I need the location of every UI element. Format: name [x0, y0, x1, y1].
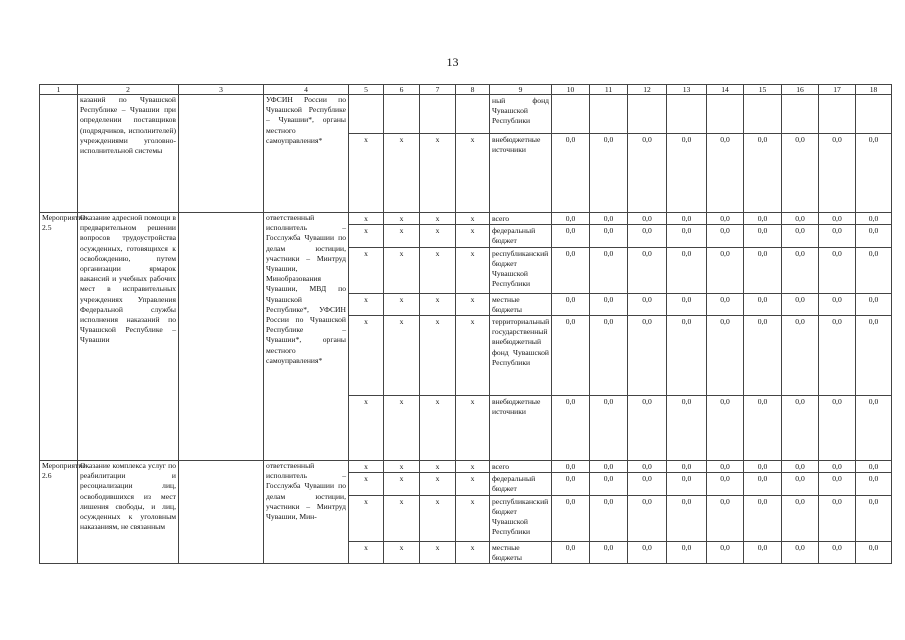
value-cell: 0,0	[628, 495, 667, 541]
value-cell: 0,0	[744, 213, 782, 225]
measure-description-cell: Оказание адресной помощи в предварительном решении вопросов трудоустройства осужденных, готовящихся к освобождению, путем организации ярмарок вакансий и учебных рабочих мест в исправительных учреждениях Управления Федеральной службы исполнения наказаний по Чувашской Республике – Чувашии	[78, 213, 179, 461]
value-cell: 0,0	[667, 495, 707, 541]
code-cell: x	[420, 225, 456, 247]
value-cell	[590, 95, 628, 134]
value-cell: 0,0	[782, 396, 819, 461]
value-cell: 0,0	[707, 461, 744, 473]
header-cell: 15	[744, 85, 782, 95]
value-cell: 0,0	[667, 316, 707, 396]
code-cell: x	[456, 396, 490, 461]
empty-cell	[179, 461, 264, 564]
value-cell: 0,0	[856, 495, 892, 541]
value-cell: 0,0	[856, 213, 892, 225]
code-cell: x	[349, 461, 384, 473]
value-cell: 0,0	[552, 247, 590, 293]
value-cell: 0,0	[628, 316, 667, 396]
value-cell: 0,0	[552, 225, 590, 247]
value-cell: 0,0	[628, 396, 667, 461]
code-cell: x	[456, 225, 490, 247]
value-cell	[552, 95, 590, 134]
code-cell: x	[349, 541, 384, 563]
value-cell: 0,0	[782, 473, 819, 495]
code-cell: x	[420, 473, 456, 495]
code-cell	[349, 95, 384, 134]
value-cell: 0,0	[819, 473, 856, 495]
code-cell: x	[456, 473, 490, 495]
value-cell	[628, 95, 667, 134]
header-cell: 8	[456, 85, 490, 95]
empty-cell	[179, 213, 264, 461]
code-cell: x	[420, 316, 456, 396]
value-cell: 0,0	[744, 495, 782, 541]
value-cell: 0,0	[590, 225, 628, 247]
code-cell: x	[384, 473, 420, 495]
value-cell: 0,0	[782, 213, 819, 225]
code-cell: x	[420, 461, 456, 473]
value-cell: 0,0	[667, 473, 707, 495]
value-cell	[819, 95, 856, 134]
code-cell: x	[420, 396, 456, 461]
funding-source-cell: местные бюджеты	[490, 541, 552, 563]
value-cell: 0,0	[782, 461, 819, 473]
code-cell: x	[456, 541, 490, 563]
table-body	[40, 85, 892, 564]
value-cell: 0,0	[819, 247, 856, 293]
value-cell: 0,0	[744, 225, 782, 247]
value-cell: 0,0	[552, 461, 590, 473]
code-cell: x	[349, 225, 384, 247]
value-cell: 0,0	[628, 134, 667, 213]
code-cell: x	[384, 225, 420, 247]
value-cell: 0,0	[819, 461, 856, 473]
value-cell: 0,0	[744, 293, 782, 315]
value-cell: 0,0	[856, 134, 892, 213]
value-cell: 0,0	[782, 541, 819, 563]
header-cell: 7	[420, 85, 456, 95]
code-cell: x	[349, 396, 384, 461]
value-cell: 0,0	[552, 541, 590, 563]
value-cell: 0,0	[744, 396, 782, 461]
code-cell: x	[384, 495, 420, 541]
value-cell: 0,0	[819, 316, 856, 396]
value-cell: 0,0	[667, 396, 707, 461]
value-cell: 0,0	[590, 247, 628, 293]
header-row	[40, 85, 892, 95]
measure-description-cell: Оказание комплекса услуг по реабилитации и ресоциализации лиц, освободившихся из мест лишения свободы, и лиц, осужденных к уголовным наказаниям, не связанным	[78, 461, 179, 564]
value-cell: 0,0	[707, 293, 744, 315]
value-cell: 0,0	[667, 293, 707, 315]
value-cell: 0,0	[590, 473, 628, 495]
value-cell: 0,0	[552, 473, 590, 495]
value-cell: 0,0	[782, 316, 819, 396]
value-cell: 0,0	[590, 541, 628, 563]
value-cell: 0,0	[856, 316, 892, 396]
value-cell	[707, 95, 744, 134]
header-cell: 1	[40, 85, 78, 95]
funding-source-cell: ный фонд Чувашской Республики	[490, 95, 552, 134]
value-cell: 0,0	[552, 495, 590, 541]
measure-description-cell: казаний по Чувашской Республике – Чувашии при определении поставщиков (подрядчиков, исполнителей) учреждениями уголовно-исполнительной системы	[78, 95, 179, 213]
value-cell: 0,0	[667, 134, 707, 213]
value-cell: 0,0	[744, 316, 782, 396]
header-cell: 6	[384, 85, 420, 95]
code-cell: x	[384, 541, 420, 563]
value-cell: 0,0	[590, 316, 628, 396]
value-cell	[744, 95, 782, 134]
code-cell: x	[349, 473, 384, 495]
value-cell: 0,0	[707, 495, 744, 541]
header-cell: 11	[590, 85, 628, 95]
executors-cell: УФСИН России по Чувашской Республике – Чувашии*, органы местного самоуправления*	[264, 95, 349, 213]
code-cell: x	[420, 495, 456, 541]
value-cell: 0,0	[707, 213, 744, 225]
code-cell: x	[349, 316, 384, 396]
measure-label-cell	[40, 95, 78, 213]
value-cell: 0,0	[667, 247, 707, 293]
value-cell: 0,0	[707, 473, 744, 495]
value-cell: 0,0	[552, 134, 590, 213]
value-cell: 0,0	[819, 134, 856, 213]
value-cell: 0,0	[782, 225, 819, 247]
header-cell: 4	[264, 85, 349, 95]
funding-source-cell: внебюджетные источники	[490, 396, 552, 461]
value-cell	[782, 95, 819, 134]
value-cell: 0,0	[552, 396, 590, 461]
funding-source-cell: федеральный бюджет	[490, 225, 552, 247]
value-cell: 0,0	[552, 293, 590, 315]
budget-table	[39, 84, 892, 564]
funding-source-cell: всего	[490, 213, 552, 225]
funding-source-cell: федеральный бюджет	[490, 473, 552, 495]
executors-cell: ответственный исполнитель – Госслужба Чувашии по делам юстиции, участники – Минтруд Чувашии, Мин-	[264, 461, 349, 564]
value-cell: 0,0	[782, 247, 819, 293]
funding-source-cell: территориальный государственный внебюджетный фонд Чувашской Республики	[490, 316, 552, 396]
value-cell: 0,0	[628, 247, 667, 293]
code-cell: x	[384, 247, 420, 293]
value-cell: 0,0	[552, 213, 590, 225]
code-cell: x	[349, 495, 384, 541]
value-cell: 0,0	[856, 225, 892, 247]
code-cell: x	[384, 134, 420, 213]
code-cell: x	[420, 293, 456, 315]
value-cell: 0,0	[856, 461, 892, 473]
code-cell	[384, 95, 420, 134]
page-number: 13	[446, 55, 459, 69]
value-cell: 0,0	[744, 541, 782, 563]
value-cell: 0,0	[782, 495, 819, 541]
funding-source-cell: внебюджетные источники	[490, 134, 552, 213]
code-cell: x	[349, 293, 384, 315]
value-cell: 0,0	[744, 461, 782, 473]
code-cell: x	[349, 213, 384, 225]
header-cell: 17	[819, 85, 856, 95]
code-cell: x	[456, 134, 490, 213]
funding-source-cell: республиканский бюджет Чувашской Республики	[490, 495, 552, 541]
value-cell: 0,0	[552, 316, 590, 396]
value-cell: 0,0	[707, 396, 744, 461]
value-cell: 0,0	[590, 495, 628, 541]
header-cell: 3	[179, 85, 264, 95]
value-cell: 0,0	[856, 473, 892, 495]
value-cell	[856, 95, 892, 134]
code-cell: x	[456, 461, 490, 473]
code-cell: x	[456, 293, 490, 315]
value-cell: 0,0	[819, 541, 856, 563]
value-cell: 0,0	[628, 225, 667, 247]
value-cell: 0,0	[819, 213, 856, 225]
executors-cell: ответственный исполнитель – Госслужба Чувашии по делам юстиции, участники – Минтруд Чувашии, Минобразования Чувашии, МВД по Чувашской Республике*, УФСИН России по Чувашской Республике – Чувашии*, органы местного самоуправления*	[264, 213, 349, 461]
code-cell: x	[420, 247, 456, 293]
code-cell: x	[420, 213, 456, 225]
value-cell: 0,0	[590, 213, 628, 225]
header-cell: 2	[78, 85, 179, 95]
code-cell: x	[456, 247, 490, 293]
value-cell: 0,0	[667, 213, 707, 225]
code-cell: x	[349, 247, 384, 293]
code-cell: x	[420, 541, 456, 563]
funding-source-cell: всего	[490, 461, 552, 473]
value-cell: 0,0	[590, 293, 628, 315]
measure-label-cell: Мероприятие 2.6	[40, 461, 78, 564]
value-cell: 0,0	[819, 293, 856, 315]
header-cell: 16	[782, 85, 819, 95]
measure-label-cell: Мероприятие 2.5	[40, 213, 78, 461]
funding-source-cell: местные бюджеты	[490, 293, 552, 315]
code-cell: x	[384, 213, 420, 225]
code-cell: x	[384, 316, 420, 396]
value-cell: 0,0	[628, 213, 667, 225]
table-row	[40, 461, 892, 473]
value-cell: 0,0	[667, 461, 707, 473]
code-cell: x	[384, 396, 420, 461]
value-cell: 0,0	[707, 541, 744, 563]
value-cell: 0,0	[856, 247, 892, 293]
value-cell: 0,0	[590, 396, 628, 461]
value-cell: 0,0	[590, 134, 628, 213]
value-cell: 0,0	[707, 247, 744, 293]
code-cell: x	[456, 316, 490, 396]
value-cell: 0,0	[744, 473, 782, 495]
value-cell: 0,0	[628, 541, 667, 563]
value-cell: 0,0	[856, 293, 892, 315]
value-cell: 0,0	[819, 396, 856, 461]
header-cell: 12	[628, 85, 667, 95]
value-cell: 0,0	[667, 225, 707, 247]
value-cell: 0,0	[667, 541, 707, 563]
header-cell: 10	[552, 85, 590, 95]
header-cell: 13	[667, 85, 707, 95]
code-cell	[456, 95, 490, 134]
value-cell: 0,0	[628, 473, 667, 495]
table-row	[40, 95, 892, 134]
header-cell: 18	[856, 85, 892, 95]
code-cell	[420, 95, 456, 134]
value-cell: 0,0	[856, 396, 892, 461]
value-cell: 0,0	[628, 293, 667, 315]
value-cell: 0,0	[590, 461, 628, 473]
value-cell: 0,0	[782, 293, 819, 315]
value-cell: 0,0	[707, 316, 744, 396]
value-cell: 0,0	[819, 495, 856, 541]
empty-cell	[179, 95, 264, 213]
value-cell: 0,0	[744, 247, 782, 293]
code-cell: x	[349, 134, 384, 213]
value-cell: 0,0	[707, 225, 744, 247]
value-cell: 0,0	[782, 134, 819, 213]
table-row	[40, 213, 892, 225]
code-cell: x	[420, 134, 456, 213]
code-cell: x	[384, 461, 420, 473]
value-cell: 0,0	[856, 541, 892, 563]
header-cell: 9	[490, 85, 552, 95]
funding-source-cell: республиканский бюджет Чувашской Республики	[490, 247, 552, 293]
header-cell: 14	[707, 85, 744, 95]
code-cell: x	[384, 293, 420, 315]
value-cell: 0,0	[707, 134, 744, 213]
code-cell: x	[456, 213, 490, 225]
header-cell: 5	[349, 85, 384, 95]
value-cell: 0,0	[744, 134, 782, 213]
value-cell: 0,0	[628, 461, 667, 473]
value-cell	[667, 95, 707, 134]
value-cell: 0,0	[819, 225, 856, 247]
code-cell: x	[456, 495, 490, 541]
